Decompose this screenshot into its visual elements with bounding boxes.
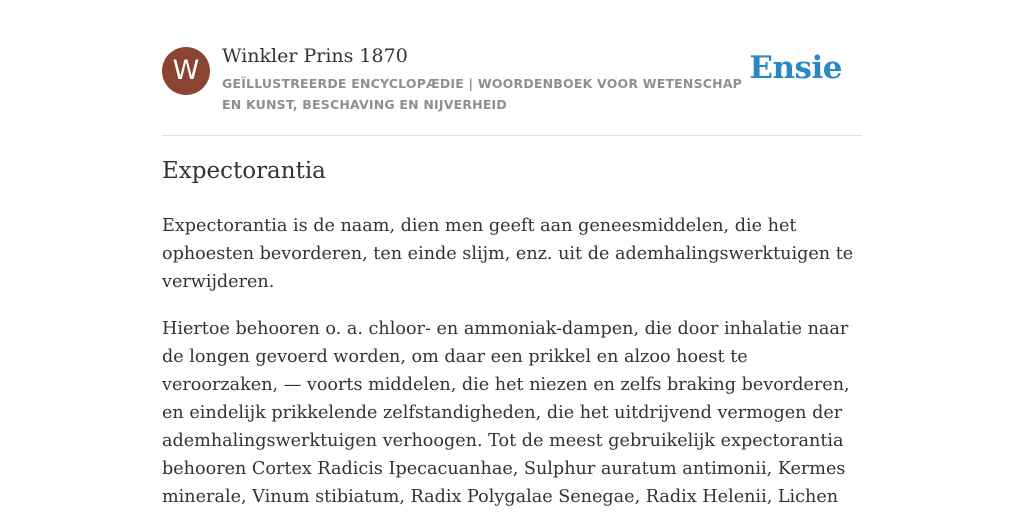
entry-paragraph: Expectorantia is de naam, dien men geeft aan geneesmiddelen, die het ophoesten bevorderen, ten einde slijm, enz. uit de ademhalingswerktuigen te verwijderen.: [162, 216, 854, 292]
source-subtitle: GEÏLLUSTREERDE ENCYCLOPÆDIE | WOORDENBOEK VOOR WETENSCHAP EN KUNST, BESCHAVING EN NIJVERHEID: [222, 76, 743, 112]
avatar[interactable]: W: [162, 47, 210, 95]
entry-body: [162, 212, 862, 512]
page-title: Expectorantia: [162, 158, 326, 184]
source-header: [162, 44, 862, 136]
entry-paragraph: Hiertoe behooren o. a. chloor- en ammoniak-dampen, die door inhalatie naar de longen gevoerd worden, om daar een prikkel en alzoo hoest te veroorzaken, — voorts middelen, die het niezen en zelfs braking bevorderen, en eindelijk prikkelende zelfstandigheden, die het uitdrijvend vermogen der ademhalingswerktuigen verhoogen. Tot de meest gebruikelijk expectorantia behooren Cortex Radicis Ipecacuanhae, Sulphur auratum antimonii, Kermes minerale, Vinum stibiatum, Radix Polygalae Senegae, Radix Helenii, Lichen: [162, 319, 850, 507]
ensie-logo-link[interactable]: Ensie: [749, 50, 842, 86]
source-title[interactable]: Winkler Prins 1870: [222, 45, 408, 67]
